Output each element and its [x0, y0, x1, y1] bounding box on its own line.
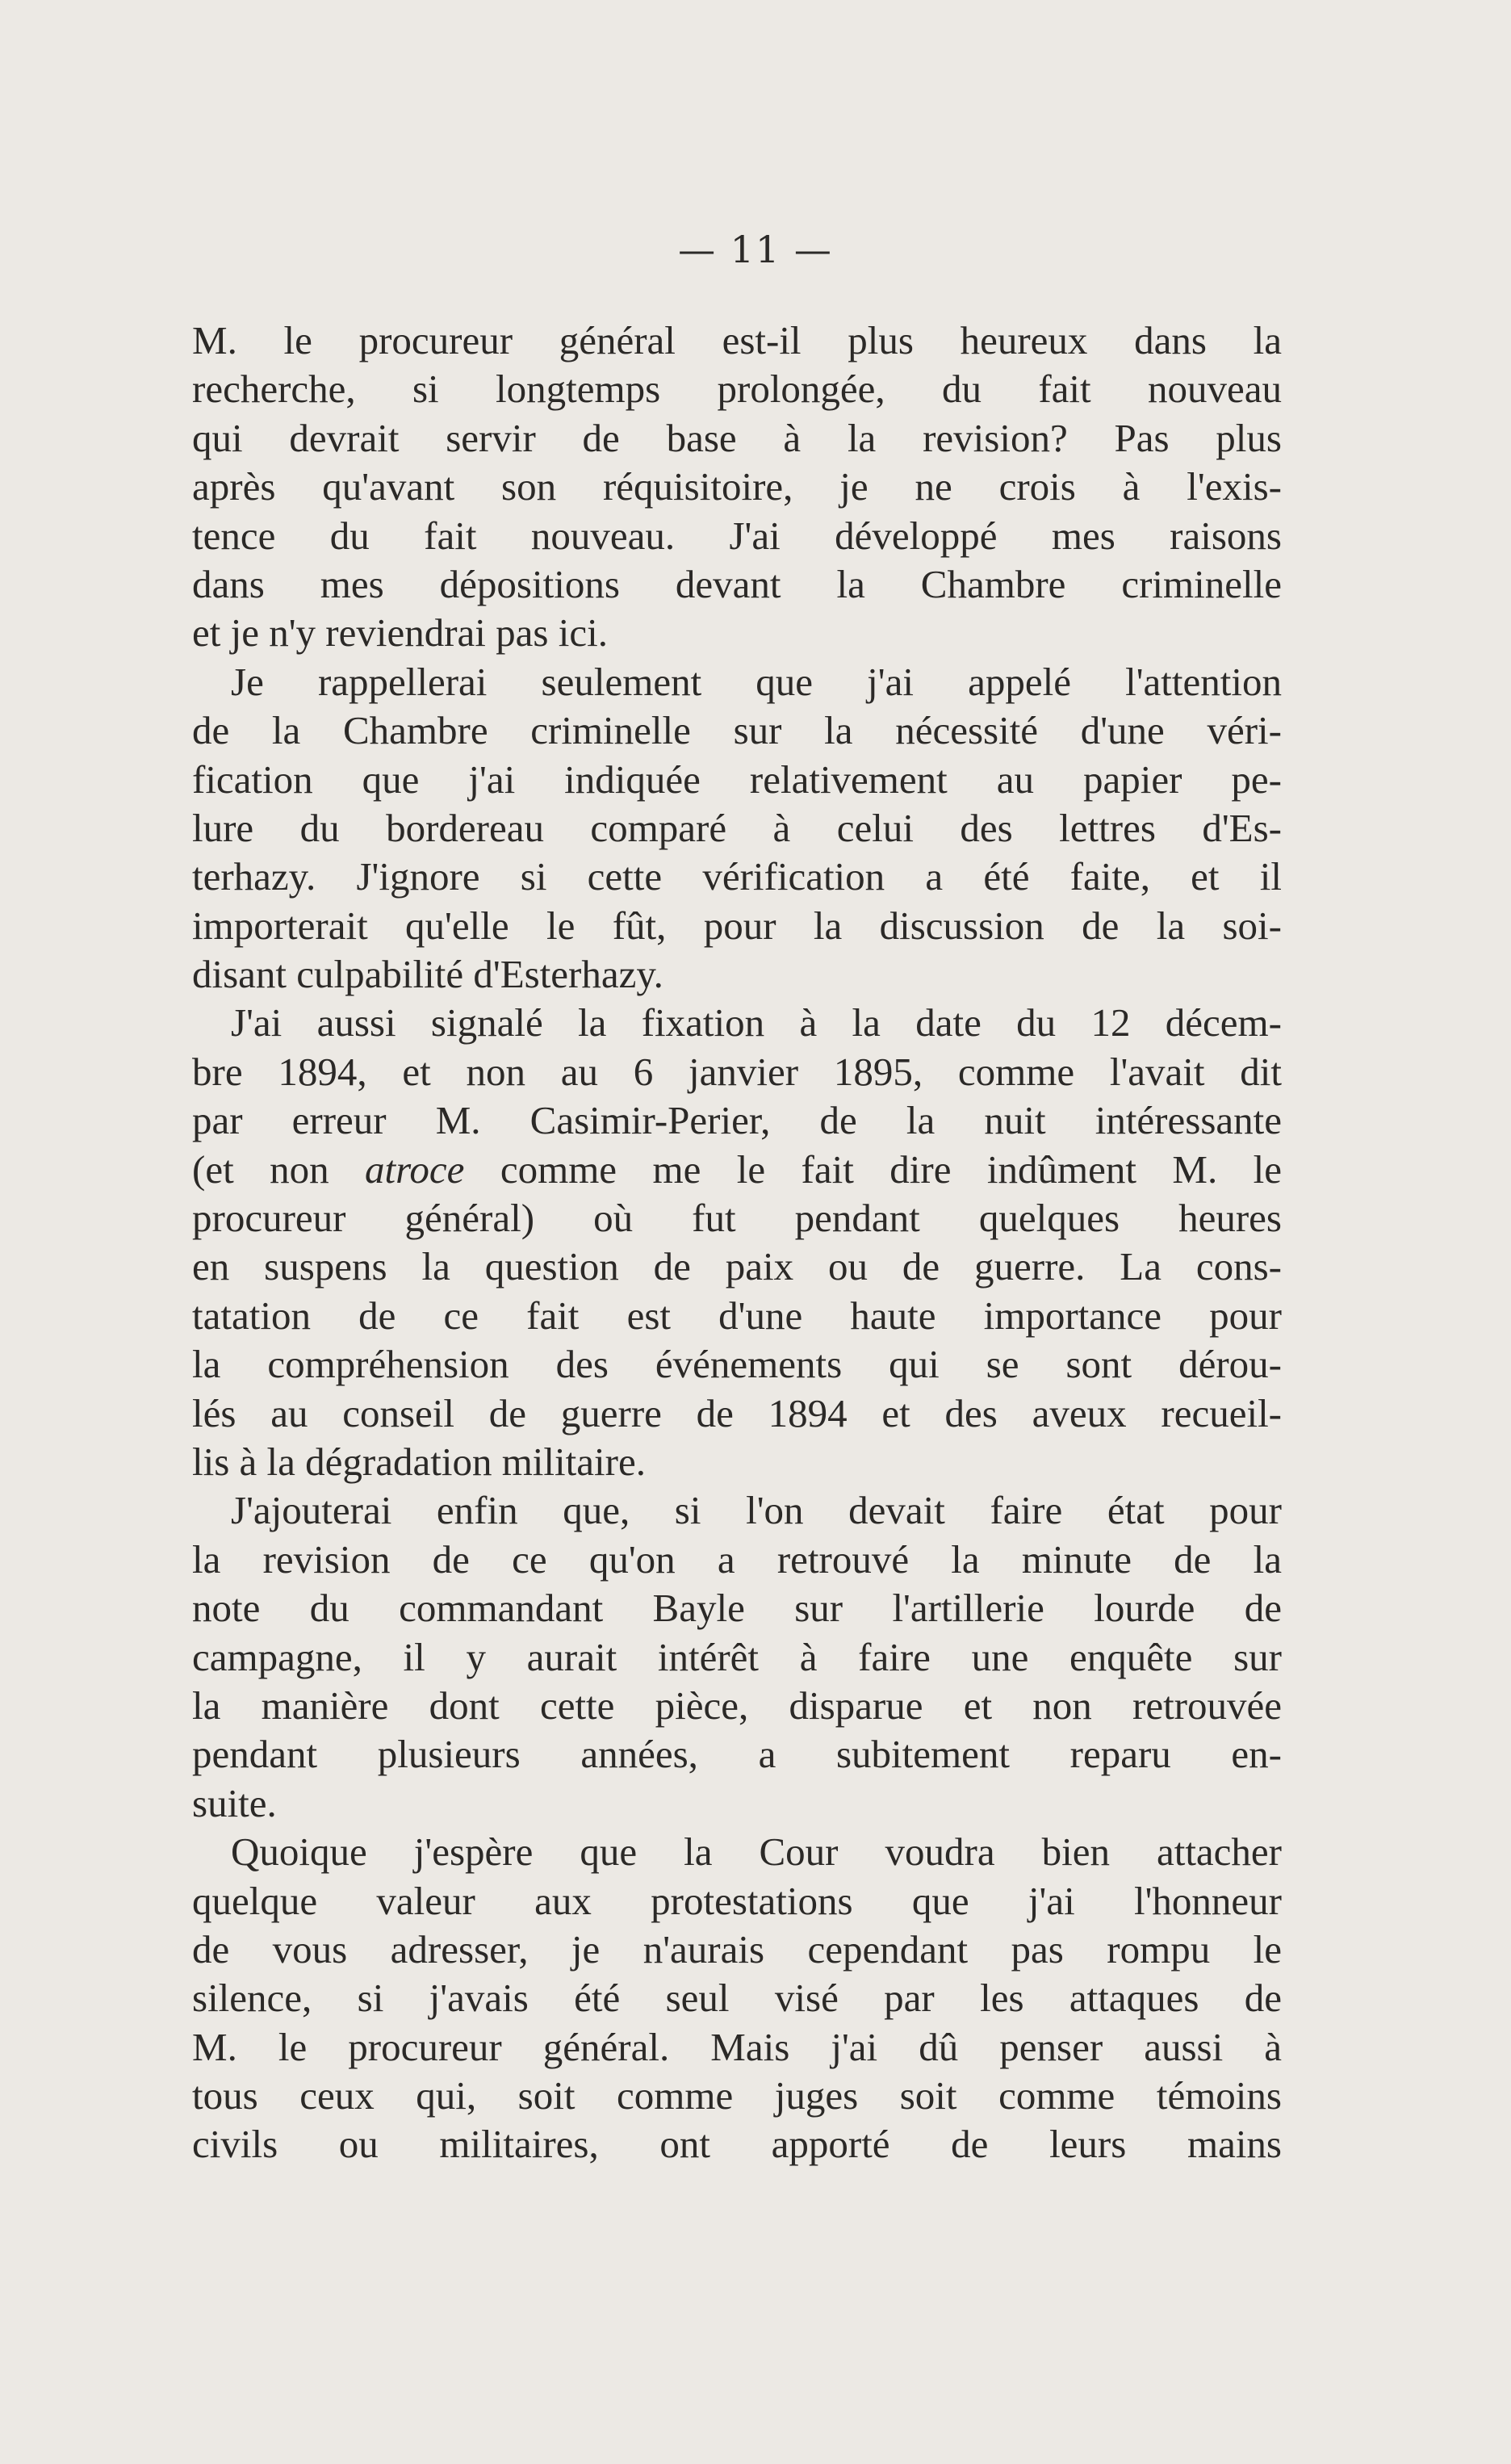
text-line: tous ceux qui, soit comme juges soit comme témoins [192, 2073, 1282, 2118]
text-line: note du commandant Bayle sur l'artillerie lourde de [192, 1586, 1282, 1631]
text-line: tence du fait nouveau. J'ai développé mes raisons [192, 513, 1282, 558]
italic-word: atroce [365, 1146, 465, 1192]
text-line: recherche, si longtemps prolongée, du fait nouveau [192, 367, 1282, 412]
text-line: M. le procureur général est-il plus heureux dans la [192, 318, 1282, 362]
text-line: suite. [192, 1780, 277, 1825]
text-segment: (et non [192, 1146, 366, 1192]
text-line: pendant plusieurs années, a subitement reparu en- [192, 1732, 1282, 1777]
text-line: disant culpabilité d'Esterhazy. [192, 952, 663, 997]
text-line: par erreur M. Casimir-Perier, de la nuit intéressante [192, 1098, 1282, 1143]
text-line: de la Chambre criminelle sur la nécessité d'une véri- [192, 708, 1282, 753]
text-line: après qu'avant son réquisitoire, je ne crois à l'exis- [192, 464, 1282, 509]
text-line: silence, si j'avais été seul visé par les attaques de [192, 1976, 1282, 2021]
text-line: la compréhension des événements qui se sont dérou- [192, 1342, 1282, 1387]
text-line: en suspens la question de paix ou de guerre. La cons- [192, 1244, 1282, 1289]
text-line: la manière dont cette pièce, disparue et non retrouvée [192, 1682, 1282, 1728]
body-text [192, 316, 1282, 2169]
text-line: terhazy. J'ignore si cette vérification a été faite, et il [192, 854, 1282, 899]
paragraph-first-line: Je rappellerai seulement que j'ai appelé l'attention [231, 659, 1282, 704]
text-line: bre 1894, et non au 6 janvier 1895, comme l'avait dit [192, 1049, 1282, 1094]
paragraph-first-line: Quoique j'espère que la Cour voudra bien attacher [231, 1829, 1282, 1875]
text-segment: comme me le fait dire indûment M. le [464, 1146, 1282, 1192]
text-line: dans mes dépositions devant la Chambre criminelle [192, 561, 1282, 606]
text-line: lis à la dégradation militaire. [192, 1439, 646, 1484]
text-line: quelque valeur aux protestations que j'ai l'honneur [192, 1878, 1282, 1923]
text-line: fication que j'ai indiquée relativement au papier pe- [192, 756, 1282, 802]
text-line: lés au conseil de guerre de 1894 et des aveux recueil- [192, 1390, 1282, 1435]
text-line: procureur général) où fut pendant quelques heures [192, 1196, 1282, 1241]
text-line: campagne, il y aurait intérêt à faire une enquête sur [192, 1634, 1282, 1679]
text-line: la revision de ce qu'on a retrouvé la minute de la [192, 1536, 1282, 1582]
text-line: lure du bordereau comparé à celui des lettres d'Es- [192, 805, 1282, 850]
text-line: qui devrait servir de base à la revision? Pas plus [192, 415, 1282, 460]
text-line: M. le procureur général. Mais j'ai dû penser aussi à [192, 2024, 1282, 2069]
text-line-with-italic [192, 1146, 1282, 1194]
text-line: et je n'y reviendrai pas ici. [192, 610, 608, 656]
text-line: civils ou militaires, ont apporté de leurs mains [192, 2122, 1282, 2167]
paragraph-first-line: J'ai aussi signalé la fixation à la date du 12 décem- [231, 1000, 1282, 1046]
text-line: tatation de ce fait est d'une haute importance pour [192, 1293, 1282, 1338]
text-line: de vous adresser, je n'aurais cependant pas rompu le [192, 1926, 1282, 1972]
text-line: importerait qu'elle le fût, pour la discussion de la soi- [192, 903, 1282, 948]
paragraph-first-line: J'ajouterai enfin que, si l'on devait faire état pour [231, 1488, 1282, 1533]
page-number: — 11 — [678, 228, 833, 271]
